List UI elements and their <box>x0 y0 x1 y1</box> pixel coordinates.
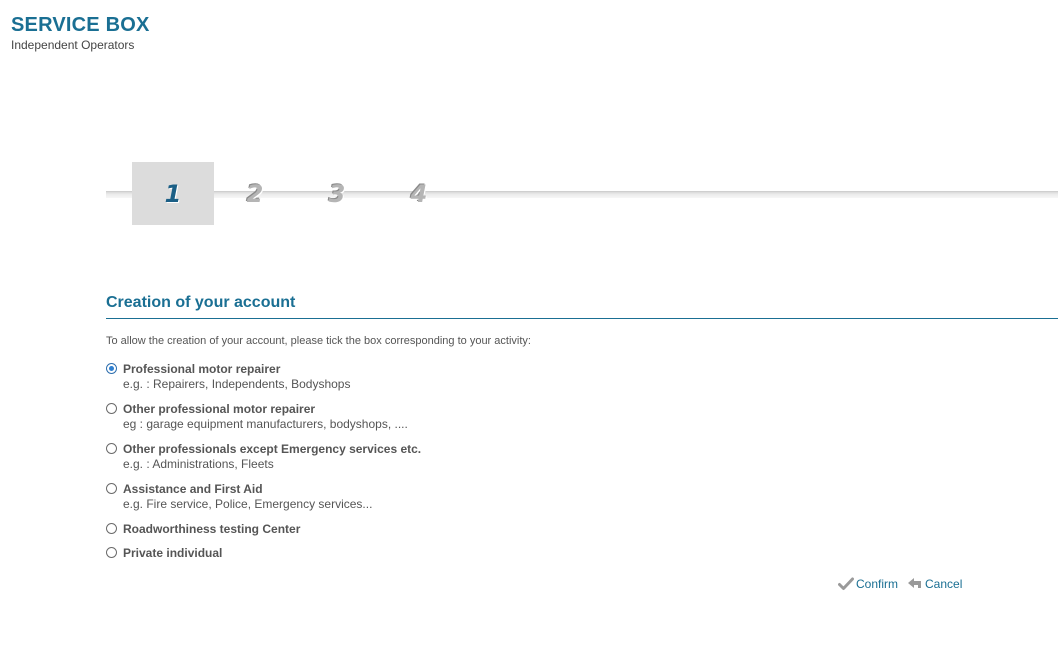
option-professional-motor-repairer <box>106 363 1058 393</box>
radio-private-individual[interactable] <box>106 547 117 558</box>
step-4: 4 <box>410 179 428 208</box>
back-arrow-icon <box>907 577 923 591</box>
brand <box>11 13 150 53</box>
brand-title: SERVICE BOX <box>11 14 150 36</box>
radio-assistance-first-aid[interactable] <box>106 483 117 494</box>
option-label[interactable]: Roadworthiness testing Center <box>123 522 301 536</box>
option-roadworthiness-testing-center <box>106 523 1058 536</box>
option-description: e.g. : Repairers, Independents, Bodyshops <box>123 377 351 391</box>
form-actions <box>838 577 962 591</box>
checkmark-icon <box>838 577 854 591</box>
option-assistance-first-aid <box>106 483 1058 513</box>
option-label[interactable]: Professional motor repairer <box>123 362 281 376</box>
option-description: e.g. : Administrations, Fleets <box>123 457 274 471</box>
cancel-label[interactable]: Cancel <box>925 577 963 591</box>
step-1: 1 <box>132 162 214 225</box>
option-label[interactable]: Assistance and First Aid <box>123 482 263 496</box>
option-private-individual <box>106 547 1058 560</box>
cancel-button[interactable] <box>907 577 962 591</box>
option-other-professional-motor-repairer <box>106 403 1058 433</box>
step-indicator <box>132 162 460 225</box>
option-other-professionals <box>106 443 1058 473</box>
option-description: e.g. Fire service, Police, Emergency services... <box>123 497 373 511</box>
step-3: 3 <box>328 179 346 208</box>
step-2: 2 <box>246 179 264 208</box>
intro-text: To allow the creation of your account, please tick the box corresponding to your activity: <box>106 335 531 347</box>
radio-other-professional-motor-repairer[interactable] <box>106 403 117 414</box>
option-label[interactable]: Other professionals except Emergency services etc. <box>123 442 422 456</box>
option-description: eg : garage equipment manufacturers, bodyshops, .... <box>123 417 408 431</box>
brand-subtitle: Independent Operators <box>11 38 135 52</box>
activity-options <box>106 363 1058 560</box>
radio-roadworthiness-testing-center[interactable] <box>106 523 117 534</box>
account-creation-section <box>106 294 1058 571</box>
radio-professional-motor-repairer[interactable] <box>106 363 117 374</box>
radio-other-professionals[interactable] <box>106 443 117 454</box>
option-label[interactable]: Private individual <box>123 546 223 560</box>
option-label[interactable]: Other professional motor repairer <box>123 402 316 416</box>
section-title: Creation of your account <box>106 294 1058 319</box>
confirm-label[interactable]: Confirm <box>856 577 899 591</box>
confirm-button[interactable] <box>838 577 898 591</box>
